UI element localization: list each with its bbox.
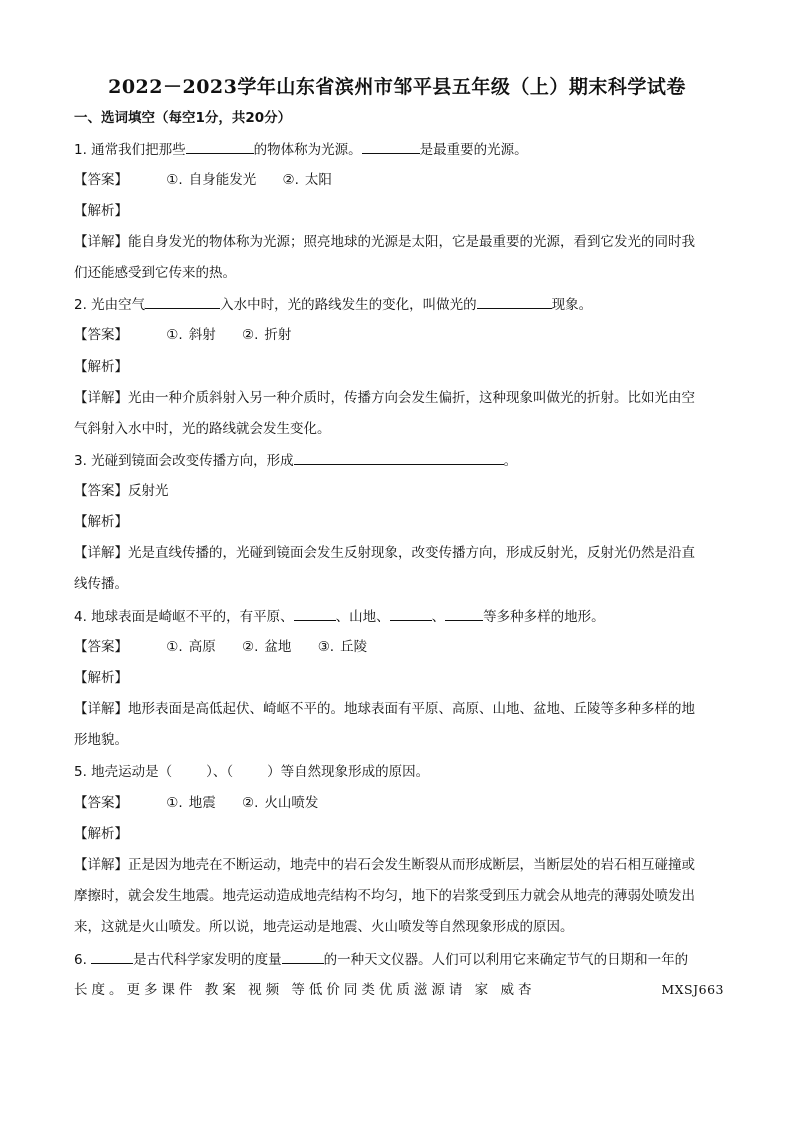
q4-text-b: 、山地、 bbox=[335, 609, 390, 625]
q6-text-b: 是古代科学家发明的度量 bbox=[133, 952, 282, 968]
detail-text: 光是直线传播的，光碰到镜面会发生反射现象，改变传播方向，形成反射光，反射光仍然是沿直 bbox=[128, 545, 695, 561]
question-2 bbox=[74, 294, 724, 315]
question-3 bbox=[74, 450, 724, 471]
q2-detail bbox=[74, 388, 724, 408]
answer-text: 火山喷发 bbox=[264, 795, 319, 811]
q4-blank-1 bbox=[294, 606, 336, 621]
q3-answer bbox=[74, 481, 724, 501]
option-marker: ①. bbox=[166, 795, 183, 811]
q2-text-a: 2. 光由空气 bbox=[74, 297, 146, 313]
analysis-label: 【解析】 bbox=[74, 670, 128, 686]
watermark-code: MXSJ663 bbox=[661, 982, 724, 997]
q3-detail-cont: 线传播。 bbox=[74, 576, 128, 592]
q6-text-c: 的一种天文仪器。人们可以利用它来确定节气的日期和一年的 bbox=[323, 952, 689, 968]
answer-label: 【答案】 bbox=[74, 483, 128, 499]
analysis-label: 【解析】 bbox=[74, 514, 128, 530]
q5-text-c: ）等自然现象形成的原因。 bbox=[267, 764, 430, 780]
q2-answer bbox=[74, 325, 724, 345]
detail-text: 能自身发光的物体称为光源；照亮地球的光源是太阳，它是最重要的光源，看到它发光的同时我 bbox=[128, 234, 695, 250]
q1-text-c: 是最重要的光源。 bbox=[419, 142, 528, 158]
answer-text: 自身能发光 bbox=[188, 172, 257, 188]
analysis-label: 【解析】 bbox=[74, 826, 128, 842]
q4-text-a: 4. 地球表面是崎岖不平的，有平原、 bbox=[74, 609, 294, 625]
answer-text: 反射光 bbox=[128, 483, 169, 499]
option-marker: ③. bbox=[317, 639, 335, 655]
q1-text-a: 1. 通常我们把那些 bbox=[74, 142, 186, 158]
q1-answer bbox=[74, 170, 724, 190]
q1-detail-cont: 们还能感受到它传来的热。 bbox=[74, 265, 236, 281]
q1-blank-2 bbox=[362, 139, 420, 154]
q4-blank-2 bbox=[390, 606, 432, 621]
q6-continuation bbox=[74, 980, 724, 1000]
detail-text: 光由一种介质斜射入另一种介质时，传播方向会发生偏折，这种现象叫做光的折射。比如光由空 bbox=[128, 390, 695, 406]
question-1 bbox=[74, 139, 724, 160]
detail-label: 【详解】 bbox=[74, 701, 128, 717]
detail-text: 地形表面是高低起伏、崎岖不平的。地球表面有平原、高原、山地、盆地、丘陵等多种多样的地 bbox=[128, 701, 695, 717]
question-6: 6. 是古代科学家发明的度量 的一种天文仪器。人们可以利用它来确定节气的日期和一年的 bbox=[74, 949, 724, 970]
q5-detail-cont-1: 摩擦时，就会发生地震。地壳运动造成地壳结构不均匀，地下的岩浆受到压力就会从地壳的薄弱处喷发出 bbox=[74, 888, 695, 904]
detail-text: 正是因为地壳在不断运动，地壳中的岩石会发生断裂从而形成断层，当断层处的岩石相互碰撞或 bbox=[128, 857, 695, 873]
q5-detail bbox=[74, 855, 724, 875]
option-marker: ①. bbox=[166, 327, 183, 343]
option-marker: ①. bbox=[166, 172, 183, 188]
q4-answer bbox=[74, 637, 724, 657]
q4-detail-cont: 形地貌。 bbox=[74, 732, 128, 748]
q4-blank-3 bbox=[445, 606, 483, 621]
answer-text: 盆地 bbox=[264, 639, 292, 655]
page-title: 2022－2023学年山东省滨州市邹平县五年级（上）期末科学试卷 bbox=[108, 76, 686, 98]
answer-text: 太阳 bbox=[304, 172, 332, 188]
answer-text: 地震 bbox=[188, 795, 216, 811]
option-marker: ②. bbox=[282, 172, 299, 188]
q4-text-d: 等多种多样的地形。 bbox=[483, 609, 605, 625]
detail-label: 【详解】 bbox=[74, 390, 128, 406]
q5-text-b: ）、（ bbox=[206, 764, 234, 780]
q5-text-a: 5. 地壳运动是（ bbox=[74, 764, 173, 780]
q3-text-a: 3. 光碰到镜面会改变传播方向，形成 bbox=[74, 453, 294, 469]
q3-detail bbox=[74, 543, 724, 563]
q5-detail-cont-2: 来，这就是火山喷发。所以说，地壳运动是地震、火山喷发等自然现象形成的原因。 bbox=[74, 919, 574, 935]
option-marker: ②. bbox=[242, 639, 259, 655]
analysis-label: 【解析】 bbox=[74, 359, 128, 375]
q4-text-c: 、 bbox=[431, 609, 446, 625]
q4-detail bbox=[74, 699, 724, 719]
q6-blank-2 bbox=[282, 949, 324, 964]
detail-label: 【详解】 bbox=[74, 857, 128, 873]
option-marker: ②. bbox=[242, 795, 259, 811]
q2-blank-1 bbox=[145, 294, 220, 309]
question-5 bbox=[74, 762, 724, 782]
answer-text: 丘陵 bbox=[340, 639, 368, 655]
answer-label: 【答案】 bbox=[74, 172, 128, 188]
option-marker: ②. bbox=[242, 327, 259, 343]
q3-text-b: 。 bbox=[503, 453, 518, 469]
q5-answer bbox=[74, 793, 724, 813]
q6-line-2: 长度。更多课件 教案 视频 等低价同类优质滋源请 家 威杏 bbox=[74, 982, 536, 998]
option-marker: ①. bbox=[166, 639, 183, 655]
detail-label: 【详解】 bbox=[74, 234, 128, 250]
answer-label: 【答案】 bbox=[74, 327, 128, 343]
answer-label: 【答案】 bbox=[74, 639, 128, 655]
detail-label: 【详解】 bbox=[74, 545, 128, 561]
q2-text-c: 现象。 bbox=[551, 297, 593, 313]
q1-text-b: 的物体称为光源。 bbox=[253, 142, 362, 158]
q1-detail bbox=[74, 232, 724, 252]
q2-detail-cont: 气斜射入水中时，光的路线就会发生变化。 bbox=[74, 421, 331, 437]
answer-label: 【答案】 bbox=[74, 795, 128, 811]
q1-blank-1 bbox=[186, 139, 254, 154]
q3-blank bbox=[294, 450, 504, 465]
analysis-label: 【解析】 bbox=[74, 203, 128, 219]
q2-blank-2 bbox=[477, 294, 552, 309]
answer-text: 斜射 bbox=[188, 327, 216, 343]
q2-text-b: 入水中时，光的路线发生的变化，叫做光的 bbox=[220, 297, 477, 313]
question-4 bbox=[74, 606, 724, 627]
answer-text: 高原 bbox=[188, 639, 216, 655]
answer-text: 折射 bbox=[264, 327, 292, 343]
q6-blank-1 bbox=[91, 949, 133, 964]
section-heading: 一、选词填空（每空1分，共20分） bbox=[74, 110, 292, 126]
